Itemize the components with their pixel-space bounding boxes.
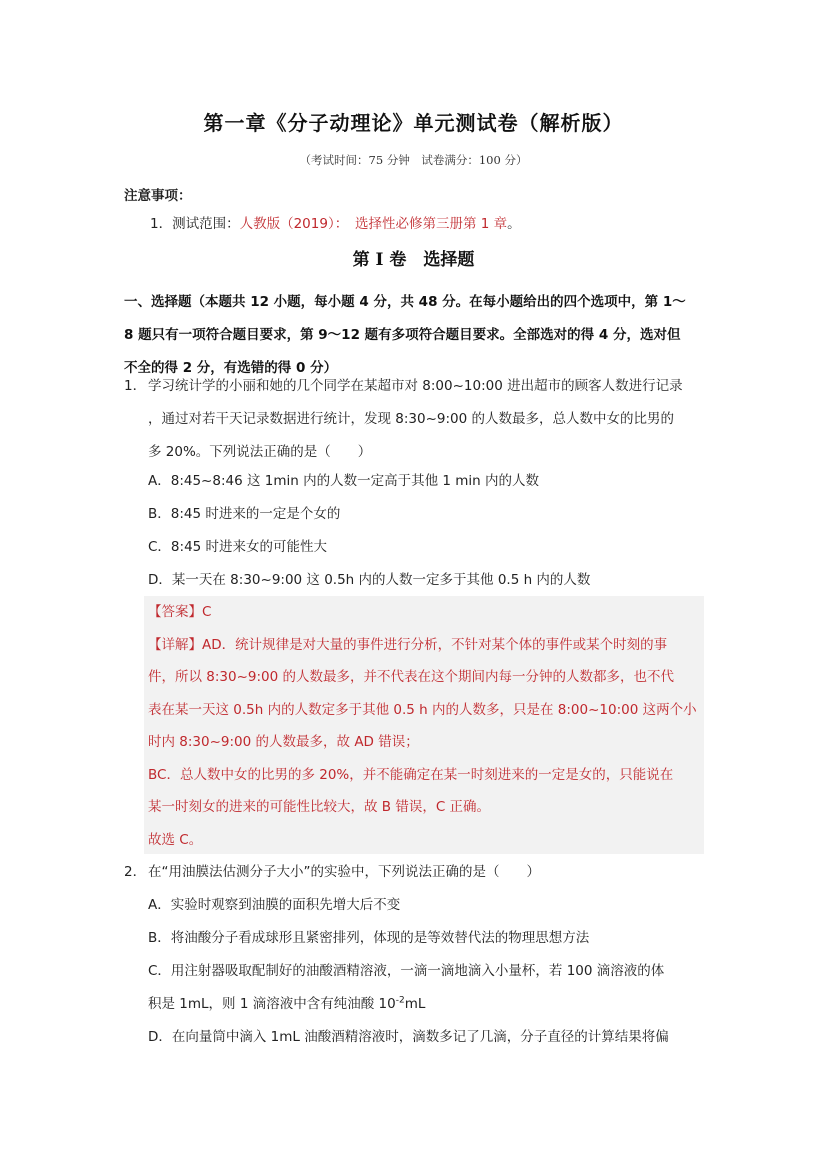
answer-explanation xyxy=(144,596,704,854)
option-c-text: 积是 1mL，则 1 滴溶液中含有纯油酸 10 xyxy=(148,996,396,1012)
option-c xyxy=(148,955,708,1021)
question-number: 1． xyxy=(124,378,147,394)
stem-line: 学习统计学的小丽和她的几个同学在某超市对 8:00~10:00 进出超市的顾客人数进行记录 xyxy=(148,378,683,394)
section-title: 第 I 卷 选择题 xyxy=(352,250,475,270)
test-scope xyxy=(150,212,521,232)
scope-range: 人教版（2019）： 选择性必修第三册第 1 章 xyxy=(239,216,508,232)
option-a: A．8:45~8:46 这 1min 内的人数一定高于其他 1 min 内的人数 xyxy=(148,473,540,489)
option-b: B．8:45 时进来的一定是个女的 xyxy=(148,506,341,522)
exponent: -2 xyxy=(395,995,405,1006)
option-b: B．将油酸分子看成球形且紧密排列，体现的是等效替代法的物理思想方法 xyxy=(148,930,590,946)
exam-info: （考试时间：75 分钟 试卷满分：100 分） xyxy=(299,153,528,167)
explanation-line: 故选 C。 xyxy=(148,831,203,848)
option-c: C．8:45 时进来女的可能性大 xyxy=(148,539,328,555)
instructions-line: 8 题只有一项符合题目要求，第 9～12 题有多项符合题目要求。全部选对的得 4 分，选对但 xyxy=(124,327,681,343)
explanation-line: BC．总人数中女的比男的多 20%，并不能确定在某一时刻进来的一定是女的，只能说在 xyxy=(148,766,674,783)
instructions-line: 不全的得 2 分，有选错的得 0 分） xyxy=(124,360,338,376)
explanation-line: 【详解】AD．统计规律是对大量的事件进行分析，不针对某个体的事件或某个时刻的事 xyxy=(148,636,668,653)
option-a: A．实验时观察到油膜的面积先增大后不变 xyxy=(148,897,401,913)
stem-line: ，通过对若干天记录数据进行统计，发现 8:30~9:00 的人数最多，总人数中女的比男的 xyxy=(148,411,675,427)
instructions-line: 一、选择题（本题共 12 小题，每小题 4 分，共 48 分。在每小题给出的四个选项中，第 1～ xyxy=(124,294,686,310)
unit: mL xyxy=(404,996,426,1012)
answer-label: 【答案】C xyxy=(148,604,212,620)
question-1 xyxy=(124,370,708,469)
explanation-line: 件，所以 8:30~9:00 的人数最多，并不代表在这个期间内每一分钟的人数都多，也不代 xyxy=(148,669,675,685)
option-c-line xyxy=(148,988,708,1021)
explanation-line: 某一时刻女的进来的可能性比较大，故 B 错误，C 正确。 xyxy=(148,799,491,815)
scope-prefix: 1．测试范围： xyxy=(150,216,240,232)
question-number: 2． xyxy=(124,864,147,880)
page-title: 第一章《分子动理论》单元测试卷（解析版） xyxy=(203,111,624,135)
stem-line: 多 20%。下列说法正确的是（ ） xyxy=(148,444,372,460)
scope-suffix: 。 xyxy=(507,216,521,232)
explanation-line: 表在某一天这 0.5h 内的人数定多于其他 0.5 h 内的人数多，只是在 8:00~10:00 这两个小 xyxy=(148,701,697,718)
option-d: D．在向量筒中滴入 1mL 油酸酒精溶液时，滴数多记了几滴，分子直径的计算结果将偏 xyxy=(148,1029,669,1045)
option-d: D．某一天在 8:30~9:00 这 0.5h 内的人数一定多于其他 0.5 h 内的人数 xyxy=(148,572,591,588)
question-2 xyxy=(124,856,708,889)
explanation-line: 时内 8:30~9:00 的人数最多，故 AD 错误； xyxy=(148,734,419,750)
question-stem: 在“用油膜法估测分子大小”的实验中，下列说法正确的是（ ） xyxy=(148,864,540,880)
question-stem xyxy=(148,370,708,469)
option-c-line: C．用注射器吸取配制好的油酸酒精溶液，一滴一滴地滴入小量杯，若 100 滴溶液的体 xyxy=(148,963,665,979)
notes-label: 注意事项： xyxy=(124,188,192,204)
